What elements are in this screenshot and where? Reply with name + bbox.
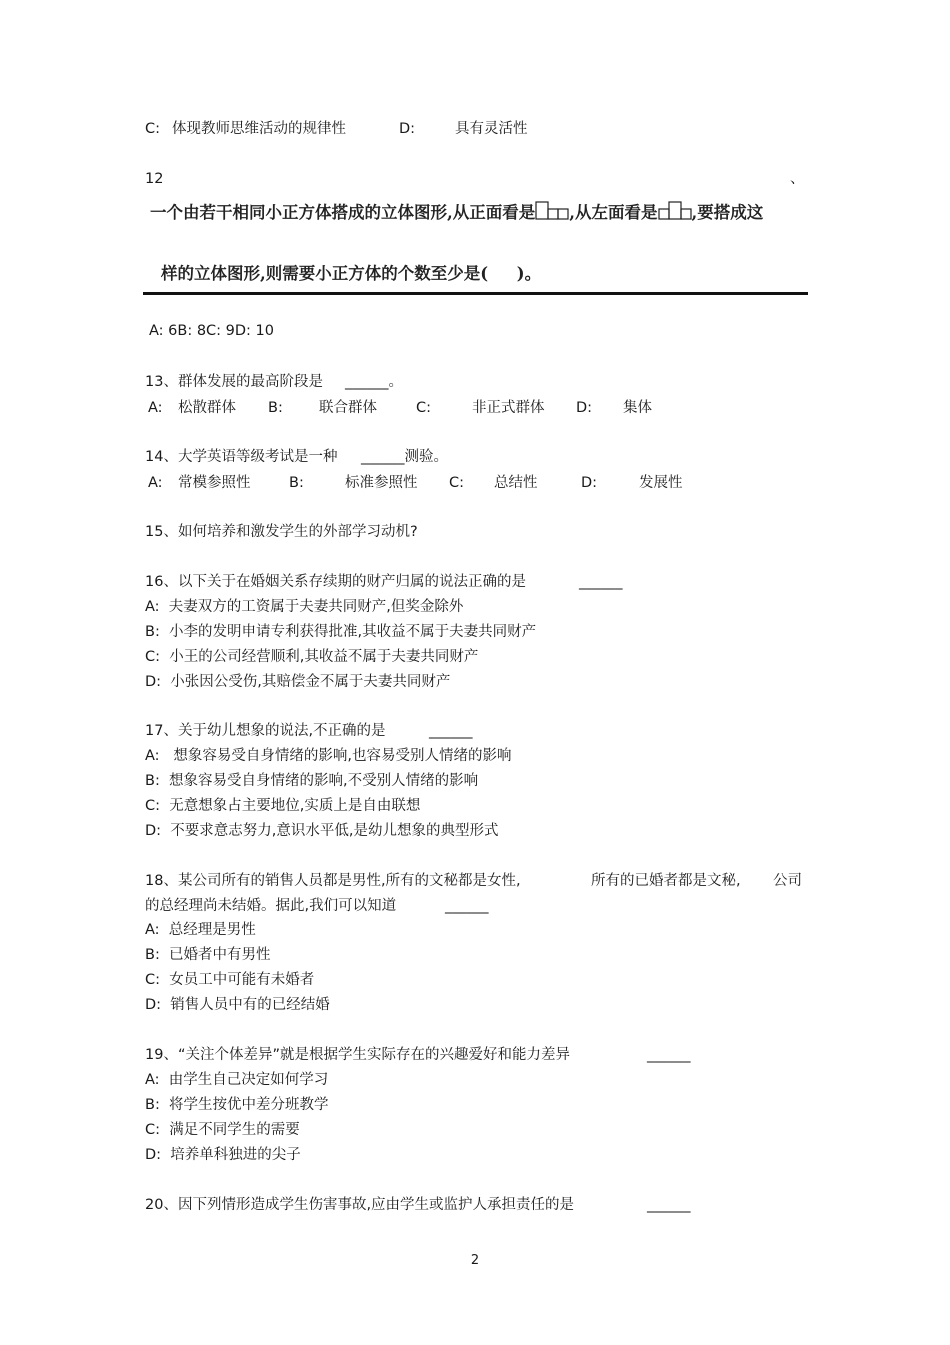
q19-stem: 19、“关注个体差异”就是根据学生实际存在的兴趣爱好和能力差异 [145, 1047, 570, 1063]
q16-stem: 16、以下关于在婚姻关系存续期的财产归属的说法正确的是 [145, 574, 526, 590]
q17-stem: 17、关于幼儿想象的说法,不正确的是 [145, 723, 386, 739]
q19-option-a: A: 由学生自己决定如何学习 [145, 1072, 329, 1088]
q12-options: A: 6B: 8C: 9D: 10 [149, 323, 275, 339]
option-d-label: D: [399, 121, 416, 137]
section-divider [143, 292, 808, 295]
q12-stem-part2: ,从左面看是 [569, 203, 658, 222]
q18-option-c: C: 女员工中可能有未婚者 [145, 972, 315, 988]
q13-d-label: D: [576, 400, 593, 416]
q16-option-d: D: 小张因公受伤,其赔偿金不属于夫妻共同财产 [145, 674, 451, 690]
q19-option-d: D: 培养单科独进的尖子 [145, 1147, 301, 1163]
q17-blank: ______ [429, 723, 473, 739]
q13-c-text: 非正式群体 [472, 400, 545, 416]
q13-blank: ______。 [345, 374, 403, 390]
q14-b-label: B: [289, 475, 304, 491]
option-c-label: C: [145, 121, 161, 137]
q18-stem-part2: 所有的已婚者都是文秘, [591, 873, 741, 889]
q12-stem-line2: 样的立体图形,则需要小正方体的个数至少是( )。 [161, 264, 542, 283]
q20-stem: 20、因下列情形造成学生伤害事故,应由学生或监护人承担责任的是 [145, 1197, 575, 1213]
q18-stem-line2: 的总经理尚未结婚。据此,我们可以知道 [145, 898, 397, 914]
q14-d-text: 发展性 [639, 475, 683, 491]
front-view-figure [535, 200, 569, 220]
q17-option-d: D: 不要求意志努力,意识水平低,是幼儿想象的典型形式 [145, 823, 499, 839]
q16-blank: ______ [579, 574, 623, 590]
q18-stem-part1: 18、某公司所有的销售人员都是男性,所有的文秘都是女性, [145, 873, 521, 889]
q13-a-text: 松散群体 [178, 400, 236, 416]
q14-blank: ______测验。 [361, 449, 448, 465]
q14-c-text: 总结性 [494, 475, 538, 491]
q14-a-text: 常模参照性 [178, 475, 251, 491]
q13-stem: 13、群体发展的最高阶段是 [145, 374, 323, 390]
left-view-figure [658, 200, 692, 220]
q19-blank: ______ [647, 1047, 691, 1063]
q12-stem-part3: ,要搭成这 [691, 203, 764, 222]
q17-option-a: A: 想象容易受自身情绪的影响,也容易受别人情绪的影响 [145, 748, 512, 764]
q12-stem-line1 [150, 200, 763, 224]
q19-option-c: C: 满足不同学生的需要 [145, 1122, 300, 1138]
q18-option-b: B: 已婚者中有男性 [145, 947, 271, 963]
option-d-text: 具有灵活性 [455, 121, 528, 137]
q13-d-text: 集体 [623, 400, 652, 416]
q12-separator: 、 [790, 171, 805, 187]
q18-option-a: A: 总经理是男性 [145, 922, 256, 938]
q14-stem: 14、大学英语等级考试是一种 [145, 449, 338, 465]
q14-b-text: 标准参照性 [345, 475, 418, 491]
q13-b-text: 联合群体 [319, 400, 377, 416]
q17-option-b: B: 想象容易受自身情绪的影响,不受别人情绪的影响 [145, 773, 479, 789]
option-c-text: 体现教师思维活动的规律性 [172, 121, 346, 137]
q18-option-d: D: 销售人员中有的已经结婚 [145, 997, 330, 1013]
q13-a-label: A: [148, 400, 163, 416]
q14-d-label: D: [581, 475, 598, 491]
q14-a-label: A: [148, 475, 163, 491]
q17-option-c: C: 无意想象占主要地位,实质上是自由联想 [145, 798, 421, 814]
q18-blank: ______ [445, 898, 489, 914]
q12-number: 12 [145, 171, 164, 187]
page-number: 2 [470, 1253, 480, 1268]
q15-stem: 15、如何培养和激发学生的外部学习动机? [145, 524, 418, 540]
q19-option-b: B: 将学生按优中差分班教学 [145, 1097, 329, 1113]
q20-blank: ______ [647, 1197, 691, 1213]
q16-option-b: B: 小李的发明申请专利获得批准,其收益不属于夫妻共同财产 [145, 624, 537, 640]
q12-stem-part1: 一个由若干相同小正方体搭成的立体图形,从正面看是 [150, 203, 536, 222]
q18-stem-part3: 公司 [773, 873, 802, 889]
q16-option-a: A: 夫妻双方的工资属于夫妻共同财产,但奖金除外 [145, 599, 464, 615]
q13-b-label: B: [268, 400, 283, 416]
q16-option-c: C: 小王的公司经营顺利,其收益不属于夫妻共同财产 [145, 649, 479, 665]
q13-c-label: C: [416, 400, 432, 416]
q14-c-label: C: [449, 475, 465, 491]
